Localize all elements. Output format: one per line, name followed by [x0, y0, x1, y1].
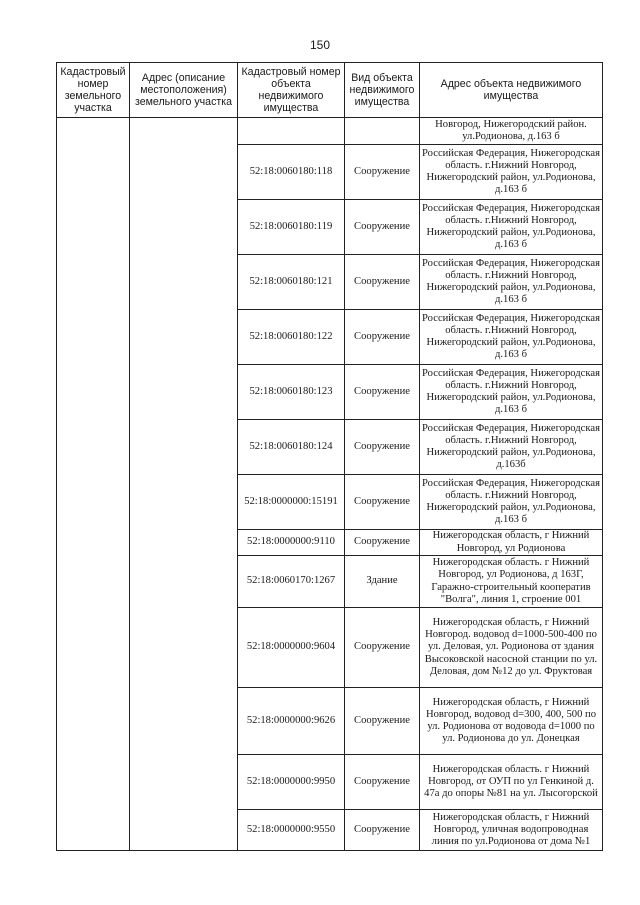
object-address-cell: Новгород, Нижегородский район. ул.Родионова, д.163 б: [420, 118, 603, 145]
object-address-cell: Нижегородская область, г Нижний Новгород, водовод d=300, 400, 500 по ул. Родионова от водовода d=1000 по ул. Родионова до ул. Донецкая: [420, 688, 603, 755]
object-type-cell: Сооружение: [345, 608, 420, 688]
object-type-cell: Сооружение: [345, 755, 420, 810]
land-cadastral-cell: [57, 118, 130, 851]
object-address-cell: Нижегородская область. г Нижний Новгород, ул Родионова, д 163Г, Гаражно-строительный кооператив "Волга", линия 1, строение 001: [420, 556, 603, 608]
object-type-cell: Сооружение: [345, 420, 420, 475]
object-address-cell: Российская Федерация, Нижегородская область. г.Нижний Новгород, Нижегородский район, ул.Родионова, д.163 б: [420, 475, 603, 530]
object-cadastral-cell: 52:18:0060180:122: [238, 310, 345, 365]
object-address-cell: Российская Федерация, Нижегородская область. г.Нижний Новгород, Нижегородский район, ул.Родионова, д.163 б: [420, 310, 603, 365]
object-cadastral-cell: 52:18:0060180:121: [238, 255, 345, 310]
object-type-cell: Здание: [345, 556, 420, 608]
object-type-cell: Сооружение: [345, 688, 420, 755]
header-object-type: Вид объекта недвижимого имущества: [345, 63, 420, 118]
object-address-cell: Нижегородская область, г Нижний Новгород. водовод d=1000-500-400 по ул. Деловая, ул. Родионова от здания Высоковской насосной станции по ул. Деловая, дом №12 до ул. Фруктовая: [420, 608, 603, 688]
object-address-cell: Российская Федерация, Нижегородская область. г.Нижний Новгород, Нижегородский район, ул.Родионова, д.163 б: [420, 255, 603, 310]
header-object-address: Адрес объекта недвижимого имущества: [420, 63, 603, 118]
object-cadastral-cell: 52:18:0000000:9604: [238, 608, 345, 688]
object-type-cell: Сооружение: [345, 365, 420, 420]
object-cadastral-cell: 52:18:0060180:119: [238, 200, 345, 255]
object-address-cell: Нижегородская область. г Нижний Новгород, от ОУП по ул Генкиной д. 47а до опоры №81 на ул. Лысогорской: [420, 755, 603, 810]
object-address-cell: Российская Федерация, Нижегородская область. г.Нижний Новгород, Нижегородский район, ул.Родионова, д.163 б: [420, 365, 603, 420]
object-type-cell: Сооружение: [345, 310, 420, 365]
object-type-cell: Сооружение: [345, 475, 420, 530]
object-address-cell: Российская Федерация, Нижегородская область. г.Нижний Новгород, Нижегородский район, ул.Родионова, д.163б: [420, 420, 603, 475]
object-cadastral-cell: 52:18:0060170:1267: [238, 556, 345, 608]
object-address-cell: Российская Федерация, Нижегородская область. г.Нижний Новгород, Нижегородский район, ул.Родионова, д.163 б: [420, 200, 603, 255]
object-type-cell: [345, 118, 420, 145]
object-address-cell: Нижегородская область, г Нижний Новгород, уличная водопроводная линия по ул.Родионова от дома №1: [420, 810, 603, 851]
table-row: [57, 118, 603, 145]
header-land-cadastral: Кадастровый номер земельного участка: [57, 63, 130, 118]
object-cadastral-cell: 52:18:0060180:118: [238, 145, 345, 200]
land-address-cell: [130, 118, 238, 851]
header-land-address: Адрес (описание местоположения) земельного участка: [130, 63, 238, 118]
object-type-cell: Сооружение: [345, 255, 420, 310]
table-body: [57, 118, 603, 851]
table-header-row: [57, 63, 603, 118]
object-address-cell: Российская Федерация, Нижегородская область. г.Нижний Новгород, Нижегородский район, ул.Родионова, д.163 б: [420, 145, 603, 200]
object-cadastral-cell: 52:18:0000000:9550: [238, 810, 345, 851]
object-cadastral-cell: 52:18:0060180:124: [238, 420, 345, 475]
property-table: [56, 62, 603, 851]
header-object-cadastral: Кадастровый номер объекта недвижимого имущества: [238, 63, 345, 118]
object-address-cell: Нижегородская область, г Нижний Новгород, ул Родионова: [420, 530, 603, 556]
object-cadastral-cell: 52:18:0000000:9950: [238, 755, 345, 810]
object-cadastral-cell: [238, 118, 345, 145]
object-cadastral-cell: 52:18:0000000:9110: [238, 530, 345, 556]
page-number: 150: [309, 38, 331, 52]
object-cadastral-cell: 52:18:0060180:123: [238, 365, 345, 420]
object-type-cell: Сооружение: [345, 530, 420, 556]
object-type-cell: Сооружение: [345, 145, 420, 200]
object-cadastral-cell: 52:18:0000000:15191: [238, 475, 345, 530]
object-cadastral-cell: 52:18:0000000:9626: [238, 688, 345, 755]
object-type-cell: Сооружение: [345, 200, 420, 255]
object-type-cell: Сооружение: [345, 810, 420, 851]
